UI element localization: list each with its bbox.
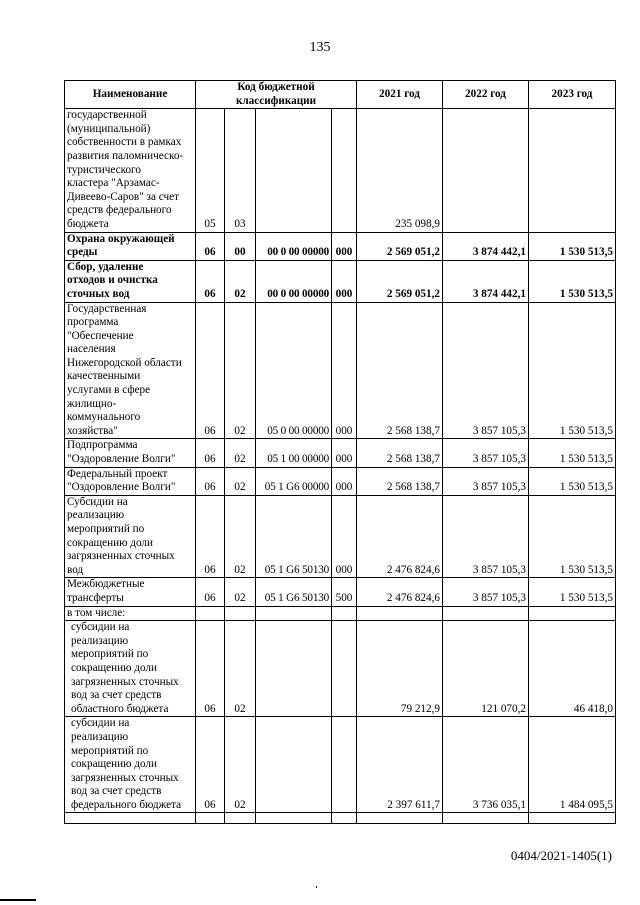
row-subsection: 02 bbox=[225, 260, 256, 302]
header-2022: 2022 год bbox=[443, 81, 529, 109]
row-2023 bbox=[529, 606, 616, 621]
row-target-article: 05 1 G6 50130 bbox=[256, 495, 332, 578]
row-name: Сбор, удаление отходов и очистка сточных вод bbox=[65, 260, 196, 302]
header-name: Наименование bbox=[65, 81, 196, 109]
row-2021: 2 568 138,7 bbox=[357, 439, 443, 467]
row-target-article bbox=[256, 109, 332, 232]
empty-cell bbox=[225, 813, 256, 824]
empty-cell bbox=[443, 813, 529, 824]
table-row bbox=[65, 260, 616, 302]
row-name: Охрана окружающей среды bbox=[65, 232, 196, 260]
row-subsection bbox=[225, 606, 256, 621]
row-expense-type bbox=[332, 606, 357, 621]
table-row bbox=[65, 578, 616, 606]
table-row bbox=[65, 621, 616, 717]
row-section: 06 bbox=[196, 260, 225, 302]
row-expense-type: 000 bbox=[332, 232, 357, 260]
row-2021: 2 569 051,2 bbox=[357, 232, 443, 260]
header-classification: Код бюджетной классификации bbox=[196, 81, 357, 109]
row-subsection: 00 bbox=[225, 232, 256, 260]
scan-artifact bbox=[0, 899, 36, 901]
table-row bbox=[65, 495, 616, 578]
row-subsection: 02 bbox=[225, 578, 256, 606]
row-2022: 3 736 035,1 bbox=[443, 717, 529, 813]
row-name: субсидии на реализацию мероприятий по сокращению доли загрязненных сточных вод за счет средств областного бюджета bbox=[65, 621, 196, 717]
row-2022: 3 874 442,1 bbox=[443, 232, 529, 260]
row-expense-type: 000 bbox=[332, 302, 357, 439]
empty-cell bbox=[332, 813, 357, 824]
row-expense-type bbox=[332, 717, 357, 813]
row-2023: 1 530 513,5 bbox=[529, 578, 616, 606]
row-name: Подпрограмма "Оздоровление Волги" bbox=[65, 439, 196, 467]
row-section: 06 bbox=[196, 578, 225, 606]
row-target-article: 05 1 00 00000 bbox=[256, 439, 332, 467]
row-2022: 3 874 442,1 bbox=[443, 260, 529, 302]
row-2022: 3 857 105,3 bbox=[443, 439, 529, 467]
row-2023: 1 530 513,5 bbox=[529, 467, 616, 495]
row-expense-type: 500 bbox=[332, 578, 357, 606]
row-expense-type bbox=[332, 621, 357, 717]
row-2023: 46 418,0 bbox=[529, 621, 616, 717]
page-number: 135 bbox=[309, 40, 331, 55]
row-2023: 1 530 513,5 bbox=[529, 232, 616, 260]
row-subsection: 02 bbox=[225, 467, 256, 495]
row-2022: 3 857 105,3 bbox=[443, 578, 529, 606]
table-row bbox=[65, 232, 616, 260]
row-2023: 1 530 513,5 bbox=[529, 260, 616, 302]
row-section: 06 bbox=[196, 232, 225, 260]
row-name: Субсидии на реализацию мероприятий по сокращению доли загрязненных сточных вод bbox=[65, 495, 196, 578]
row-section: 06 bbox=[196, 621, 225, 717]
row-2021: 2 568 138,7 bbox=[357, 302, 443, 439]
row-section: 06 bbox=[196, 439, 225, 467]
table-row bbox=[65, 109, 616, 232]
row-2023: 1 530 513,5 bbox=[529, 439, 616, 467]
row-2021: 2 569 051,2 bbox=[357, 260, 443, 302]
row-name: Государственная программа "Обеспечение населения Нижегородской области качественными услугами в сфере жилищно- коммунального хозяйства" bbox=[65, 302, 196, 439]
row-target-article bbox=[256, 717, 332, 813]
header-2021: 2021 год bbox=[357, 81, 443, 109]
row-2022: 3 857 105,3 bbox=[443, 467, 529, 495]
header-2023: 2023 год bbox=[529, 81, 616, 109]
row-2021: 2 568 138,7 bbox=[357, 467, 443, 495]
row-subsection: 03 bbox=[225, 109, 256, 232]
row-target-article: 00 0 00 00000 bbox=[256, 260, 332, 302]
table-row bbox=[65, 606, 616, 621]
row-2023: 1 530 513,5 bbox=[529, 495, 616, 578]
row-2022: 3 857 105,3 bbox=[443, 495, 529, 578]
row-target-article bbox=[256, 621, 332, 717]
row-name: Межбюджетные трансферты bbox=[65, 578, 196, 606]
row-subsection: 02 bbox=[225, 302, 256, 439]
row-2022 bbox=[443, 109, 529, 232]
row-expense-type: 000 bbox=[332, 467, 357, 495]
row-target-article: 00 0 00 00000 bbox=[256, 232, 332, 260]
empty-cell bbox=[529, 813, 616, 824]
empty-cell bbox=[256, 813, 332, 824]
row-2021: 2 476 824,6 bbox=[357, 578, 443, 606]
row-target-article bbox=[256, 606, 332, 621]
row-section: 06 bbox=[196, 302, 225, 439]
table-row-empty bbox=[65, 813, 616, 824]
empty-cell bbox=[357, 813, 443, 824]
row-section: 05 bbox=[196, 109, 225, 232]
row-subsection: 02 bbox=[225, 495, 256, 578]
empty-cell bbox=[196, 813, 225, 824]
row-subsection: 02 bbox=[225, 621, 256, 717]
row-2021: 2 397 611,7 bbox=[357, 717, 443, 813]
row-2023: 1 530 513,5 bbox=[529, 302, 616, 439]
scan-artifact bbox=[316, 886, 317, 888]
row-name: субсидии на реализацию мероприятий по сокращению доли загрязненных сточных вод за счет средств федерального бюджета bbox=[65, 717, 196, 813]
document-code: 0404/2021-1405(1) bbox=[510, 848, 612, 863]
row-section: 06 bbox=[196, 467, 225, 495]
row-2023 bbox=[529, 109, 616, 232]
row-expense-type bbox=[332, 109, 357, 232]
row-target-article: 05 1 G6 00000 bbox=[256, 467, 332, 495]
empty-cell bbox=[65, 813, 196, 824]
row-section bbox=[196, 606, 225, 621]
row-name: Федеральный проект "Оздоровление Волги" bbox=[65, 467, 196, 495]
row-section: 06 bbox=[196, 717, 225, 813]
row-2023: 1 484 095,5 bbox=[529, 717, 616, 813]
budget-table bbox=[64, 80, 616, 824]
row-2022: 3 857 105,3 bbox=[443, 302, 529, 439]
row-2021: 79 212,9 bbox=[357, 621, 443, 717]
table-row bbox=[65, 302, 616, 439]
row-section: 06 bbox=[196, 495, 225, 578]
row-2021 bbox=[357, 606, 443, 621]
row-expense-type: 000 bbox=[332, 439, 357, 467]
table-row bbox=[65, 439, 616, 467]
table-row bbox=[65, 717, 616, 813]
table-row bbox=[65, 467, 616, 495]
row-2022 bbox=[443, 606, 529, 621]
row-target-article: 05 1 G6 50130 bbox=[256, 578, 332, 606]
table-header-row bbox=[65, 81, 616, 109]
row-subsection: 02 bbox=[225, 439, 256, 467]
row-expense-type: 000 bbox=[332, 260, 357, 302]
row-2021: 2 476 824,6 bbox=[357, 495, 443, 578]
row-subsection: 02 bbox=[225, 717, 256, 813]
row-name: государственной (муниципальной) собственности в рамках развития паломническо- туристического кластера "Арзамас- Дивеево-Саров" за счет средств федерального бюджета bbox=[65, 109, 196, 232]
row-2022: 121 070,2 bbox=[443, 621, 529, 717]
row-2021: 235 098,9 bbox=[357, 109, 443, 232]
row-expense-type: 000 bbox=[332, 495, 357, 578]
row-target-article: 05 0 00 00000 bbox=[256, 302, 332, 439]
row-name: в том числе: bbox=[65, 606, 196, 621]
